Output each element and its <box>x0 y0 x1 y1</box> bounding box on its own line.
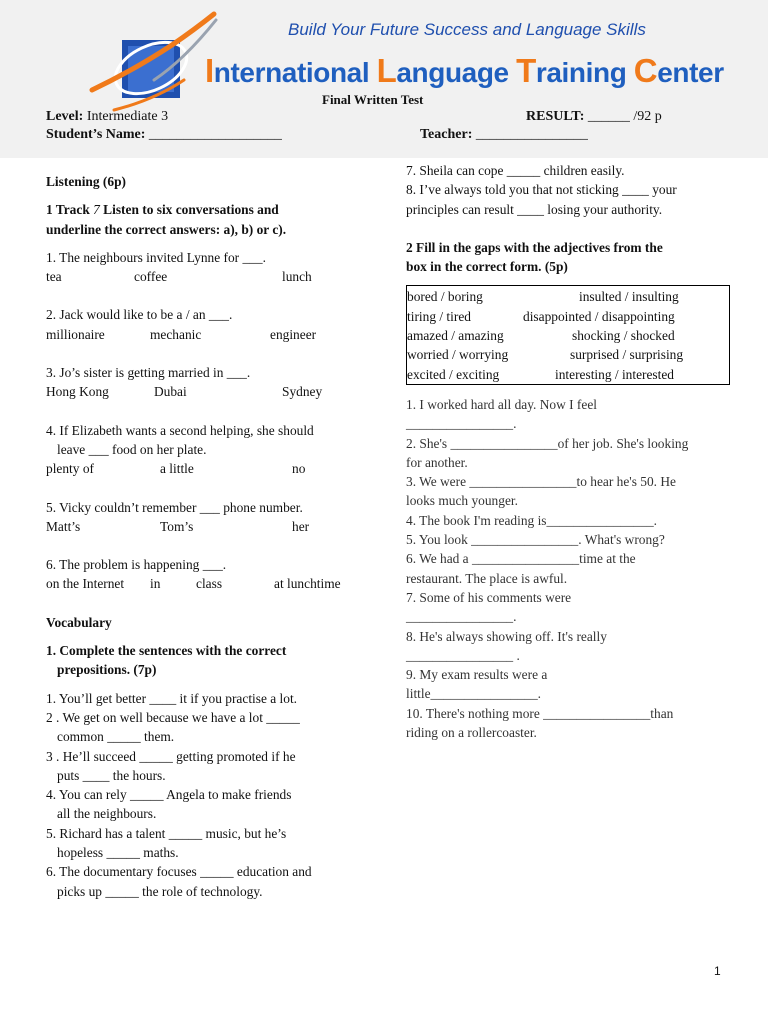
listening-q3 <box>46 363 366 402</box>
vocab-line: 5. Richard has a talent _____ music, but he’s <box>46 825 287 841</box>
vocab-line: 2 . We get on well because we have a lot _____ <box>46 709 300 725</box>
answer-options <box>46 459 366 478</box>
question-text: 6. The problem is happening ___. <box>46 557 227 573</box>
option-c[interactable]: Sydney <box>282 384 323 400</box>
test-title: Final Written Test <box>322 92 424 107</box>
vocab-line: 3 . He’ll succeed _____ getting promoted if he <box>46 748 296 764</box>
option-c[interactable]: engineer <box>270 326 317 342</box>
vocab-line: 4. You can rely _____ Angela to make friends <box>46 787 292 803</box>
vocab-line: 1. You’ll get better ____ it if you practise a lot. <box>46 690 298 706</box>
word-pair: shocking / shocked <box>572 328 675 344</box>
task2-line: 1. I worked hard all day. Now I feel <box>406 396 597 412</box>
question-text: 1. The neighbours invited Lynne for ___. <box>46 249 266 265</box>
task2-line: 4. The book I'm reading is________________. <box>406 512 657 528</box>
option-a[interactable]: on the Internet <box>46 576 125 592</box>
question-text: 5. Vicky couldn’t remember ___ phone number. <box>46 499 303 515</box>
word-box <box>406 285 730 384</box>
task2-line: 8. He's always showing off. It's really <box>406 628 607 644</box>
answer-options <box>46 517 366 536</box>
option-a[interactable]: tea <box>46 269 62 285</box>
result-value: ______ /92 p <box>587 109 662 124</box>
left-column <box>46 172 366 901</box>
org-name-word-1: nternational <box>213 57 377 88</box>
task2-line: little________________. <box>406 686 542 702</box>
option-b[interactable]: a little <box>160 461 194 477</box>
vocab-line: puts ____ the hours. <box>57 767 166 783</box>
option-b[interactable]: Dubai <box>154 384 187 400</box>
listening-task-text-1: Listen to six conversations and <box>99 202 279 218</box>
option-b-part-2[interactable]: class <box>196 576 223 592</box>
org-name-word-3: raining <box>535 57 634 88</box>
option-c[interactable]: at lunchtime <box>274 576 341 592</box>
vocab-line: common _____ them. <box>57 729 175 745</box>
word-pair: interesting / interested <box>555 366 674 382</box>
vocabulary-title: Vocabulary <box>46 614 112 630</box>
task2-line: 2. She's ________________of her job. She's looking <box>406 435 689 451</box>
org-name-cap-4: C <box>633 52 658 89</box>
question-text-cont: leave ___ food on her plate. <box>57 441 207 457</box>
answer-options <box>46 267 366 286</box>
question-text: 2. Jack would like to be a / an ___. <box>46 307 233 323</box>
word-pair: disappointed / disappointing <box>523 308 675 324</box>
vocab-line: hopeless _____ maths. <box>57 845 179 861</box>
page-number: 1 <box>714 964 721 978</box>
answer-options <box>46 574 366 593</box>
org-name-cap-3: T <box>516 52 536 89</box>
result-label: RESULT: <box>526 109 585 124</box>
word-pair: insulted / insulting <box>579 289 679 305</box>
vocab-line: all the neighbours. <box>57 806 157 822</box>
word-box-row <box>407 287 729 306</box>
listening-q1 <box>46 248 366 287</box>
right-column <box>406 161 746 742</box>
answer-options <box>46 325 366 344</box>
level-label: Level: <box>46 109 84 124</box>
vocab-line: principles can result ____ losing your authority. <box>406 201 663 217</box>
listening-q2 <box>46 305 366 344</box>
student-name-blank: ___________________ <box>148 127 282 142</box>
teacher-line <box>420 126 588 144</box>
answer-options <box>46 382 366 401</box>
option-a[interactable]: Hong Kong <box>46 384 109 400</box>
word-box-row <box>407 326 729 345</box>
listening-q5 <box>46 498 366 537</box>
word-pair: amazed / amazing <box>407 328 504 344</box>
logo-globe-icon <box>84 10 224 120</box>
option-b[interactable]: Tom’s <box>160 518 194 534</box>
vocab-task2-title-1: 2 Fill in the gaps with the adjectives from the <box>406 239 663 255</box>
vocab-task1-title-2: prepositions. (7p) <box>57 662 157 678</box>
task2-line: for another. <box>406 454 468 470</box>
word-box-row <box>407 345 729 364</box>
word-box-row <box>407 307 729 326</box>
option-b[interactable]: mechanic <box>150 326 202 342</box>
vocab-task1-title-1: 1. Complete the sentences with the correct <box>46 643 287 659</box>
listening-task-num: 1 Track <box>46 202 94 218</box>
word-pair: surprised / surprising <box>570 347 684 363</box>
vocab-line: picks up _____ the role of technology. <box>57 883 263 899</box>
vocab-line: 8. I’ve always told you that not sticking ____ your <box>406 182 677 198</box>
level-value: Intermediate 3 <box>86 109 169 124</box>
tagline: Build Your Future Success and Language Skills <box>288 20 646 39</box>
task2-line: 3. We were ________________to hear he's 50. He <box>406 474 676 490</box>
listening-track-num: 7 <box>93 202 100 218</box>
org-name-word-4: enter <box>657 57 724 88</box>
option-c[interactable]: no <box>292 461 306 477</box>
task2-line: ________________. <box>406 609 517 625</box>
task2-line: 5. You look ________________. What's wrong? <box>406 532 665 548</box>
student-name-label: Student’s Name: <box>46 127 146 142</box>
question-text: 4. If Elizabeth wants a second helping, she should <box>46 422 314 438</box>
task2-line: riding on a rollercoaster. <box>406 725 537 741</box>
org-name <box>205 52 724 90</box>
task2-line: 6. We had a ________________time at the <box>406 551 636 567</box>
teacher-blank: ________________ <box>475 127 588 142</box>
option-a[interactable]: millionaire <box>46 326 105 342</box>
listening-task-text-2: underline the correct answers: a), b) or c). <box>46 221 287 237</box>
word-box-row <box>407 365 729 384</box>
option-c[interactable]: her <box>292 518 310 534</box>
option-b[interactable]: coffee <box>134 269 168 285</box>
listening-task-title <box>46 200 366 219</box>
word-pair: worried / worrying <box>407 347 509 363</box>
result-line <box>526 108 662 126</box>
task2-line: looks much younger. <box>406 493 518 509</box>
listening-title: Listening (6p) <box>46 174 126 189</box>
vocab-line: 7. Sheila can cope _____ children easily. <box>406 163 625 178</box>
vocab-task2-title-2: box in the correct form. (5p) <box>406 259 568 275</box>
org-name-cap-2: L <box>376 52 397 89</box>
question-text: 3. Jo’s sister is getting married in ___. <box>46 365 251 381</box>
task2-line: ________________ . <box>406 647 520 663</box>
word-pair: excited / exciting <box>407 366 500 382</box>
option-a[interactable]: Matt’s <box>46 518 81 534</box>
option-c[interactable]: lunch <box>282 269 312 285</box>
level-line <box>46 108 168 126</box>
org-name-cap-1: I <box>205 52 214 89</box>
vocab-line: 6. The documentary focuses _____ education and <box>46 864 312 880</box>
task2-line: ________________. <box>406 416 517 432</box>
task2-line: 9. My exam results were a <box>406 667 548 683</box>
student-name-line <box>46 126 282 144</box>
listening-q6 <box>46 555 366 594</box>
org-name-word-2: anguage <box>396 57 517 88</box>
option-a[interactable]: plenty of <box>46 461 94 477</box>
task2-line: 7. Some of his comments were <box>406 589 572 605</box>
task2-line: restaurant. The place is awful. <box>406 570 568 586</box>
word-pair: bored / boring <box>407 289 483 305</box>
listening-q4 <box>46 421 366 479</box>
word-pair: tiring / tired <box>407 308 471 324</box>
teacher-label: Teacher: <box>420 127 473 142</box>
option-b-part-1[interactable]: in <box>150 576 161 592</box>
task2-line: 10. There's nothing more ________________than <box>406 705 674 721</box>
